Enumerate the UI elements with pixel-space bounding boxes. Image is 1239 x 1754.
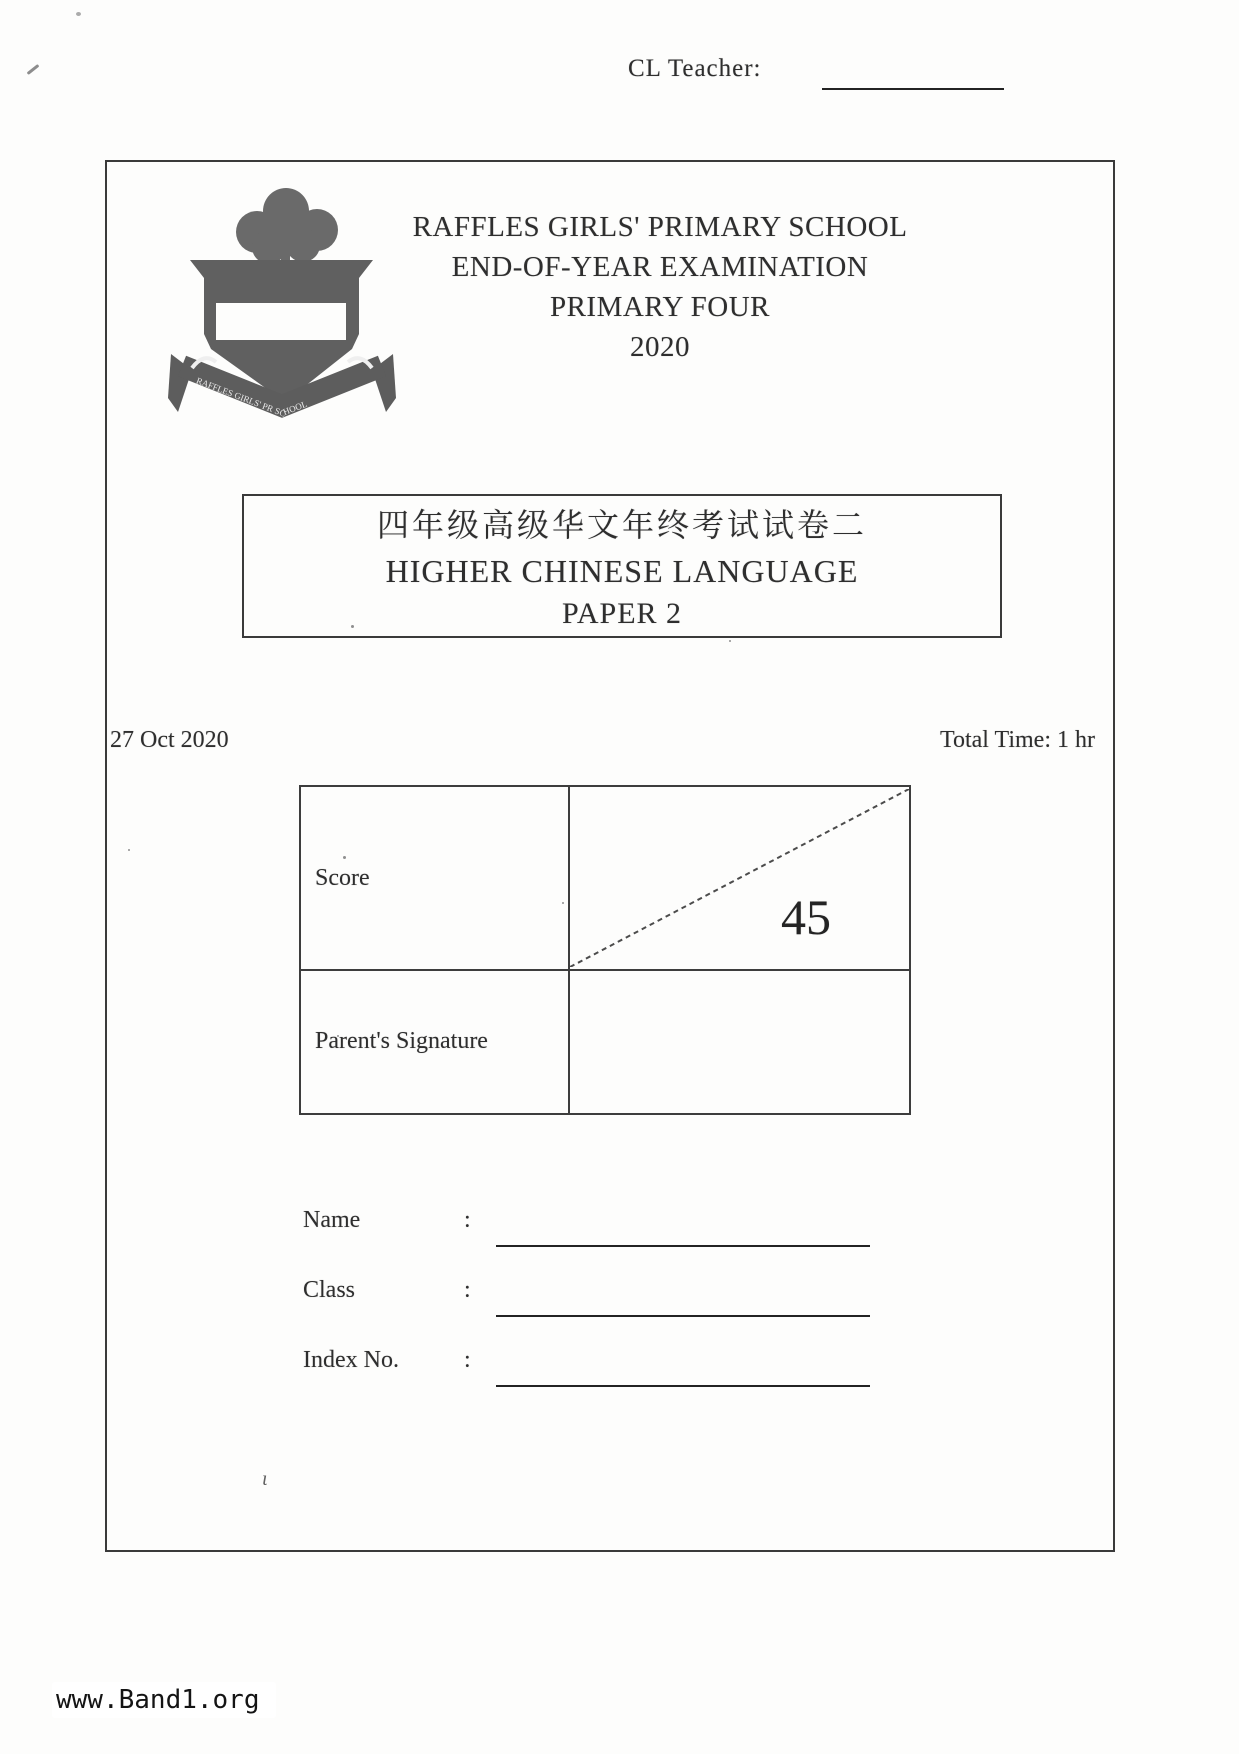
exam-title: END-OF-YEAR EXAMINATION bbox=[451, 251, 869, 283]
school-name: RAFFLES GIRLS' PRIMARY SCHOOL bbox=[412, 211, 908, 243]
index-no-field-colon: : bbox=[464, 1347, 471, 1373]
parents-signature-cell bbox=[570, 971, 909, 1111]
parents-signature-label: Parent's Signature bbox=[315, 1027, 488, 1054]
exam-date: 27 Oct 2020 bbox=[110, 727, 229, 753]
total-time-label: Total Time: 1 hr bbox=[939, 727, 1095, 753]
watermark-site-label: www.Band1.org bbox=[52, 1682, 276, 1718]
paper-number: PAPER 2 bbox=[561, 597, 683, 630]
crest-white-band bbox=[216, 303, 346, 340]
name-field-line bbox=[496, 1245, 870, 1247]
cl-teacher-label: CL Teacher: bbox=[628, 55, 762, 82]
crest-leaves bbox=[236, 188, 338, 265]
name-field-colon: : bbox=[464, 1207, 471, 1233]
index-no-field-label: Index No. bbox=[303, 1347, 399, 1373]
exam-level: PRIMARY FOUR bbox=[549, 291, 771, 323]
pen-mark bbox=[27, 64, 40, 75]
class-field-label: Class bbox=[303, 1277, 356, 1303]
cl-teacher-blank-line bbox=[822, 88, 1004, 90]
subject-title-box bbox=[242, 494, 1002, 638]
score-table bbox=[299, 785, 911, 1115]
crest-banner-text: RAFFLES GIRLS' PR SCHOOL bbox=[194, 375, 309, 419]
exam-year: 2020 bbox=[630, 331, 690, 363]
class-field-line bbox=[496, 1315, 870, 1317]
class-field-colon: : bbox=[464, 1277, 471, 1303]
exam-heading bbox=[370, 207, 950, 367]
total-marks-value: 45 bbox=[781, 889, 831, 945]
score-label: Score bbox=[315, 864, 370, 891]
index-no-field-line bbox=[496, 1385, 870, 1387]
scan-speck bbox=[76, 12, 81, 16]
name-field-label: Name bbox=[303, 1207, 361, 1233]
subject-title-chinese: 四年级高级华文年终考试试卷二 bbox=[376, 507, 867, 543]
school-crest-logo bbox=[168, 184, 396, 424]
subject-title-english: HIGHER CHINESE LANGUAGE bbox=[385, 553, 859, 589]
pen-squiggle: ι bbox=[262, 1468, 268, 1490]
